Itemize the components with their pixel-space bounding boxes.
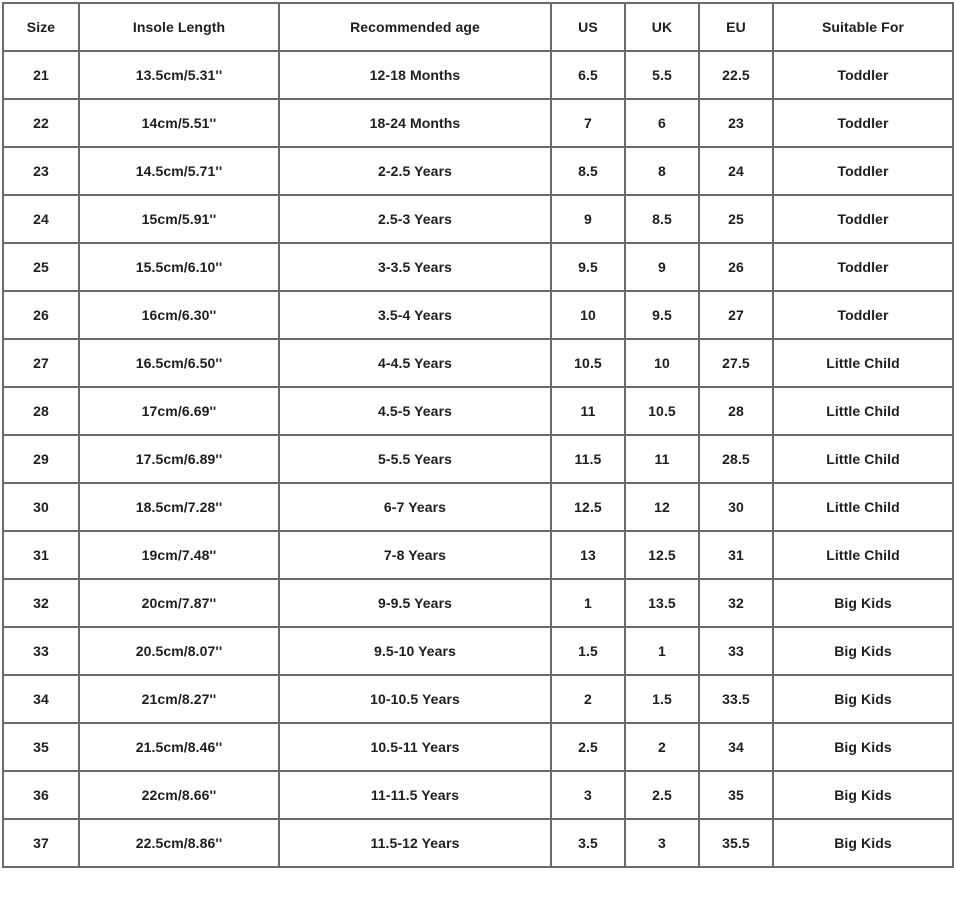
cell-recommended-age: 2-2.5 Years <box>279 147 551 195</box>
cell-recommended-age: 4-4.5 Years <box>279 339 551 387</box>
cell-uk: 10 <box>625 339 699 387</box>
cell-insole-length: 19cm/7.48'' <box>79 531 279 579</box>
cell-recommended-age: 6-7 Years <box>279 483 551 531</box>
table-row <box>3 195 953 243</box>
cell-suitable-for: Big Kids <box>773 627 953 675</box>
cell-size: 30 <box>3 483 79 531</box>
table-row <box>3 531 953 579</box>
cell-size: 32 <box>3 579 79 627</box>
cell-eu: 33.5 <box>699 675 773 723</box>
cell-eu: 32 <box>699 579 773 627</box>
cell-insole-length: 16cm/6.30'' <box>79 291 279 339</box>
cell-us: 12.5 <box>551 483 625 531</box>
table-row <box>3 51 953 99</box>
cell-insole-length: 17cm/6.69'' <box>79 387 279 435</box>
cell-suitable-for: Little Child <box>773 483 953 531</box>
cell-size: 29 <box>3 435 79 483</box>
cell-size: 35 <box>3 723 79 771</box>
cell-recommended-age: 9.5-10 Years <box>279 627 551 675</box>
cell-eu: 27 <box>699 291 773 339</box>
cell-recommended-age: 9-9.5 Years <box>279 579 551 627</box>
cell-size: 25 <box>3 243 79 291</box>
cell-suitable-for: Little Child <box>773 531 953 579</box>
cell-suitable-for: Little Child <box>773 339 953 387</box>
cell-suitable-for: Toddler <box>773 99 953 147</box>
cell-insole-length: 21cm/8.27'' <box>79 675 279 723</box>
table-row <box>3 99 953 147</box>
table-row <box>3 483 953 531</box>
cell-uk: 12.5 <box>625 531 699 579</box>
cell-us: 11 <box>551 387 625 435</box>
cell-eu: 22.5 <box>699 51 773 99</box>
cell-uk: 10.5 <box>625 387 699 435</box>
cell-suitable-for: Toddler <box>773 51 953 99</box>
cell-uk: 2.5 <box>625 771 699 819</box>
cell-recommended-age: 5-5.5 Years <box>279 435 551 483</box>
cell-insole-length: 14cm/5.51'' <box>79 99 279 147</box>
cell-recommended-age: 7-8 Years <box>279 531 551 579</box>
cell-eu: 35 <box>699 771 773 819</box>
cell-insole-length: 15.5cm/6.10'' <box>79 243 279 291</box>
cell-us: 7 <box>551 99 625 147</box>
cell-insole-length: 18.5cm/7.28'' <box>79 483 279 531</box>
cell-uk: 8.5 <box>625 195 699 243</box>
cell-size: 23 <box>3 147 79 195</box>
cell-eu: 34 <box>699 723 773 771</box>
header-suitable-for: Suitable For <box>773 3 953 51</box>
cell-recommended-age: 11.5-12 Years <box>279 819 551 867</box>
cell-size: 31 <box>3 531 79 579</box>
cell-recommended-age: 18-24 Months <box>279 99 551 147</box>
table-row <box>3 339 953 387</box>
cell-uk: 5.5 <box>625 51 699 99</box>
cell-eu: 30 <box>699 483 773 531</box>
cell-insole-length: 15cm/5.91'' <box>79 195 279 243</box>
cell-size: 36 <box>3 771 79 819</box>
cell-us: 9.5 <box>551 243 625 291</box>
cell-eu: 33 <box>699 627 773 675</box>
cell-insole-length: 20.5cm/8.07'' <box>79 627 279 675</box>
cell-size: 27 <box>3 339 79 387</box>
cell-insole-length: 21.5cm/8.46'' <box>79 723 279 771</box>
table-row <box>3 627 953 675</box>
cell-uk: 9 <box>625 243 699 291</box>
size-chart-table <box>2 2 954 868</box>
cell-size: 24 <box>3 195 79 243</box>
cell-suitable-for: Little Child <box>773 435 953 483</box>
cell-eu: 24 <box>699 147 773 195</box>
cell-us: 13 <box>551 531 625 579</box>
cell-recommended-age: 3.5-4 Years <box>279 291 551 339</box>
cell-insole-length: 22.5cm/8.86'' <box>79 819 279 867</box>
cell-recommended-age: 11-11.5 Years <box>279 771 551 819</box>
table-row <box>3 387 953 435</box>
cell-suitable-for: Toddler <box>773 291 953 339</box>
cell-size: 34 <box>3 675 79 723</box>
cell-us: 10.5 <box>551 339 625 387</box>
table-row <box>3 819 953 867</box>
header-size: Size <box>3 3 79 51</box>
cell-uk: 2 <box>625 723 699 771</box>
cell-uk: 11 <box>625 435 699 483</box>
table-row <box>3 291 953 339</box>
cell-insole-length: 17.5cm/6.89'' <box>79 435 279 483</box>
cell-suitable-for: Toddler <box>773 243 953 291</box>
header-insole-length: Insole Length <box>79 3 279 51</box>
cell-uk: 9.5 <box>625 291 699 339</box>
cell-size: 26 <box>3 291 79 339</box>
cell-recommended-age: 12-18 Months <box>279 51 551 99</box>
cell-us: 6.5 <box>551 51 625 99</box>
header-uk: UK <box>625 3 699 51</box>
cell-size: 21 <box>3 51 79 99</box>
table-row <box>3 675 953 723</box>
header-us: US <box>551 3 625 51</box>
cell-eu: 25 <box>699 195 773 243</box>
cell-insole-length: 14.5cm/5.71'' <box>79 147 279 195</box>
cell-insole-length: 20cm/7.87'' <box>79 579 279 627</box>
table-row <box>3 435 953 483</box>
cell-eu: 28.5 <box>699 435 773 483</box>
header-eu: EU <box>699 3 773 51</box>
cell-suitable-for: Toddler <box>773 147 953 195</box>
cell-uk: 13.5 <box>625 579 699 627</box>
cell-eu: 35.5 <box>699 819 773 867</box>
cell-size: 22 <box>3 99 79 147</box>
cell-suitable-for: Big Kids <box>773 579 953 627</box>
cell-us: 9 <box>551 195 625 243</box>
cell-us: 1 <box>551 579 625 627</box>
table-row <box>3 771 953 819</box>
cell-insole-length: 22cm/8.66'' <box>79 771 279 819</box>
table-body <box>3 51 953 867</box>
cell-us: 1.5 <box>551 627 625 675</box>
cell-size: 28 <box>3 387 79 435</box>
cell-us: 3.5 <box>551 819 625 867</box>
cell-recommended-age: 3-3.5 Years <box>279 243 551 291</box>
table-row <box>3 147 953 195</box>
table-row <box>3 579 953 627</box>
cell-eu: 26 <box>699 243 773 291</box>
cell-suitable-for: Toddler <box>773 195 953 243</box>
cell-uk: 6 <box>625 99 699 147</box>
cell-eu: 31 <box>699 531 773 579</box>
table-header-row <box>3 3 953 51</box>
cell-recommended-age: 2.5-3 Years <box>279 195 551 243</box>
cell-size: 33 <box>3 627 79 675</box>
cell-us: 8.5 <box>551 147 625 195</box>
cell-uk: 3 <box>625 819 699 867</box>
cell-recommended-age: 10-10.5 Years <box>279 675 551 723</box>
cell-uk: 12 <box>625 483 699 531</box>
cell-suitable-for: Big Kids <box>773 771 953 819</box>
cell-us: 11.5 <box>551 435 625 483</box>
cell-uk: 8 <box>625 147 699 195</box>
cell-insole-length: 13.5cm/5.31'' <box>79 51 279 99</box>
cell-us: 2.5 <box>551 723 625 771</box>
header-recommended-age: Recommended age <box>279 3 551 51</box>
cell-insole-length: 16.5cm/6.50'' <box>79 339 279 387</box>
cell-eu: 23 <box>699 99 773 147</box>
cell-recommended-age: 4.5-5 Years <box>279 387 551 435</box>
cell-size: 37 <box>3 819 79 867</box>
cell-eu: 27.5 <box>699 339 773 387</box>
table-row <box>3 723 953 771</box>
cell-suitable-for: Big Kids <box>773 723 953 771</box>
cell-uk: 1 <box>625 627 699 675</box>
cell-us: 10 <box>551 291 625 339</box>
cell-us: 2 <box>551 675 625 723</box>
cell-eu: 28 <box>699 387 773 435</box>
cell-suitable-for: Little Child <box>773 387 953 435</box>
cell-uk: 1.5 <box>625 675 699 723</box>
cell-suitable-for: Big Kids <box>773 819 953 867</box>
cell-us: 3 <box>551 771 625 819</box>
cell-recommended-age: 10.5-11 Years <box>279 723 551 771</box>
cell-suitable-for: Big Kids <box>773 675 953 723</box>
table-row <box>3 243 953 291</box>
